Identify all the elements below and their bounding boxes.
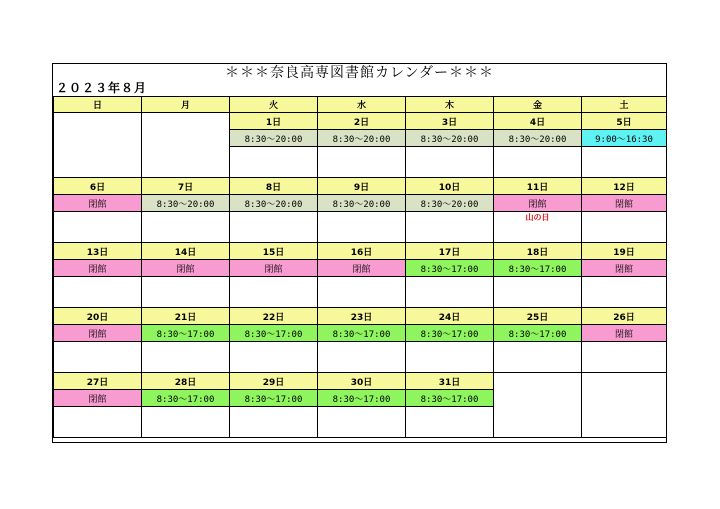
day-date-mon: 21日 (142, 308, 230, 325)
day-date-thu: 31日 (406, 373, 494, 390)
opening-hours: 8:30～20:00 (406, 130, 494, 147)
day-note-cell (406, 212, 494, 243)
day-note-cell (230, 147, 318, 178)
day-note-cell (494, 277, 582, 308)
day-date-fri: 25日 (494, 308, 582, 325)
day-note-cell (230, 407, 318, 438)
day-note-cell (54, 342, 142, 373)
day-date-fri: 11日 (494, 178, 582, 195)
opening-hours: 8:30～20:00 (494, 130, 582, 147)
calendar-table (53, 96, 667, 438)
opening-hours: 8:30～17:00 (406, 260, 494, 277)
week-4-note-row (54, 342, 667, 373)
empty-day-cell (54, 113, 142, 178)
opening-hours: 8:30～17:00 (142, 325, 230, 342)
day-note-cell (318, 342, 406, 373)
day-date-wed: 9日 (318, 178, 406, 195)
empty-day-cell (494, 373, 582, 438)
week-1-date-row (54, 113, 667, 130)
day-note-cell (230, 342, 318, 373)
day-date-thu: 3日 (406, 113, 494, 130)
day-date-wed: 16日 (318, 243, 406, 260)
day-date-wed: 2日 (318, 113, 406, 130)
day-date-tue: 29日 (230, 373, 318, 390)
closed-status: 閉館 (582, 325, 667, 342)
opening-hours: 8:30～17:00 (318, 325, 406, 342)
opening-hours: 8:30～17:00 (406, 390, 494, 407)
opening-hours: 8:30～20:00 (318, 130, 406, 147)
day-note-cell (142, 407, 230, 438)
weekday-thu: 木 (406, 97, 494, 113)
day-date-sat: 5日 (582, 113, 667, 130)
holiday-label: 山の日 (525, 213, 550, 222)
week-4-hours-row (54, 325, 667, 342)
empty-day-cell (582, 373, 667, 438)
opening-hours: 8:30～17:00 (230, 390, 318, 407)
day-note-cell (406, 407, 494, 438)
closed-status: 閉館 (54, 260, 142, 277)
day-date-tue: 1日 (230, 113, 318, 130)
day-note-cell (494, 212, 582, 243)
closed-status: 閉館 (142, 260, 230, 277)
opening-hours: 8:30～20:00 (230, 130, 318, 147)
opening-hours: 8:30～17:00 (318, 390, 406, 407)
day-date-fri: 4日 (494, 113, 582, 130)
day-note-cell (494, 147, 582, 178)
day-note-cell (230, 212, 318, 243)
day-date-sun: 13日 (54, 243, 142, 260)
week-3-date-row (54, 243, 667, 260)
opening-hours: 9:00～16:30 (582, 130, 667, 147)
weeks-body (54, 113, 667, 438)
closed-status: 閉館 (318, 260, 406, 277)
opening-hours: 8:30～20:00 (318, 195, 406, 212)
day-date-tue: 15日 (230, 243, 318, 260)
month-label: ２０２３年８月 (56, 81, 148, 95)
weekday-mon: 月 (142, 97, 230, 113)
calendar-title: ＊＊＊奈良高専図書館カレンダー＊＊＊ (224, 65, 495, 81)
opening-hours: 8:30～20:00 (142, 195, 230, 212)
empty-day-cell (142, 113, 230, 178)
week-3-hours-row (54, 260, 667, 277)
week-2-date-row (54, 178, 667, 195)
day-note-cell (582, 212, 667, 243)
day-note-cell (582, 277, 667, 308)
opening-hours: 8:30～17:00 (406, 325, 494, 342)
day-date-wed: 23日 (318, 308, 406, 325)
day-date-mon: 14日 (142, 243, 230, 260)
day-note-cell (142, 342, 230, 373)
day-note-cell (406, 277, 494, 308)
day-note-cell (142, 277, 230, 308)
day-note-cell (494, 342, 582, 373)
weekday-wed: 水 (318, 97, 406, 113)
weekday-header-row (54, 97, 667, 113)
day-note-cell (406, 147, 494, 178)
day-note-cell (142, 212, 230, 243)
week-5-date-row (54, 373, 667, 390)
day-note-cell (406, 342, 494, 373)
day-note-cell (318, 277, 406, 308)
day-date-tue: 8日 (230, 178, 318, 195)
day-date-tue: 22日 (230, 308, 318, 325)
closed-status: 閉館 (230, 260, 318, 277)
day-date-mon: 7日 (142, 178, 230, 195)
day-note-cell (54, 277, 142, 308)
opening-hours: 8:30～20:00 (406, 195, 494, 212)
weekday-tue: 火 (230, 97, 318, 113)
weekday-fri: 金 (494, 97, 582, 113)
opening-hours: 8:30～17:00 (494, 325, 582, 342)
day-note-cell (582, 342, 667, 373)
opening-hours: 8:30～17:00 (494, 260, 582, 277)
day-date-thu: 10日 (406, 178, 494, 195)
opening-hours: 8:30～20:00 (230, 195, 318, 212)
closed-status: 閉館 (582, 195, 667, 212)
opening-hours: 8:30～17:00 (142, 390, 230, 407)
day-date-sun: 27日 (54, 373, 142, 390)
day-date-sun: 6日 (54, 178, 142, 195)
weekday-sun: 日 (54, 97, 142, 113)
day-date-sat: 19日 (582, 243, 667, 260)
day-date-sat: 26日 (582, 308, 667, 325)
week-2-note-row (54, 212, 667, 243)
opening-hours: 8:30～17:00 (230, 325, 318, 342)
closed-status: 閉館 (582, 260, 667, 277)
day-note-cell (230, 277, 318, 308)
calendar-sheet (52, 63, 667, 443)
day-note-cell (318, 212, 406, 243)
closed-status: 閉館 (54, 390, 142, 407)
closed-status: 閉館 (54, 325, 142, 342)
day-note-cell (54, 407, 142, 438)
weekday-sat: 土 (582, 97, 667, 113)
week-3-note-row (54, 277, 667, 308)
day-date-fri: 18日 (494, 243, 582, 260)
day-date-thu: 24日 (406, 308, 494, 325)
day-date-wed: 30日 (318, 373, 406, 390)
day-date-sun: 20日 (54, 308, 142, 325)
day-note-cell (54, 212, 142, 243)
day-note-cell (318, 407, 406, 438)
day-date-mon: 28日 (142, 373, 230, 390)
day-note-cell (582, 147, 667, 178)
closed-status: 閉館 (494, 195, 582, 212)
week-2-hours-row (54, 195, 667, 212)
day-date-thu: 17日 (406, 243, 494, 260)
closed-status: 閉館 (54, 195, 142, 212)
day-note-cell (318, 147, 406, 178)
week-4-date-row (54, 308, 667, 325)
day-date-sat: 12日 (582, 178, 667, 195)
